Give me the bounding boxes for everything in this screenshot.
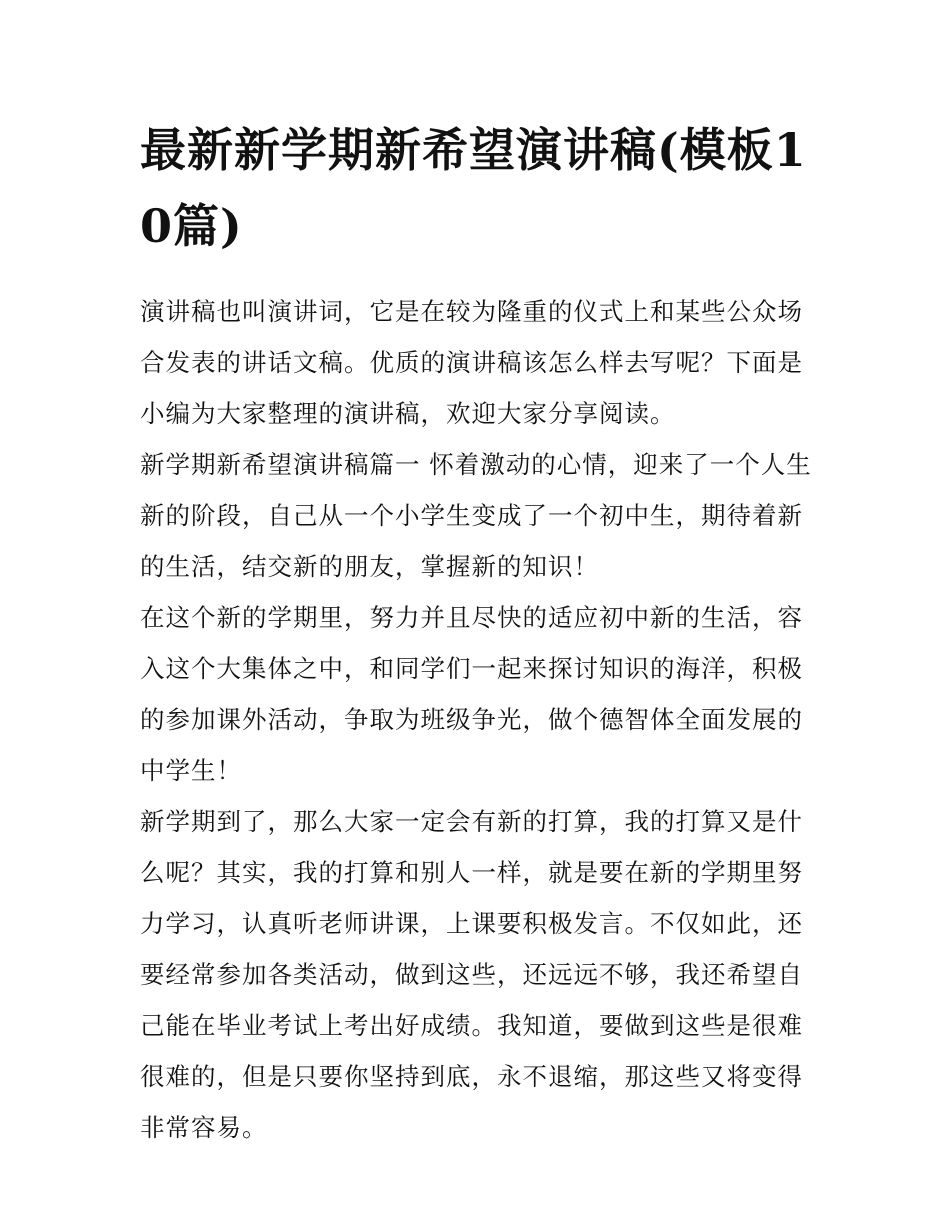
paragraph-new-term-goals: 在这个新的学期里，努力并且尽快的适应初中新的生活，容入这个大集体之中，和同学们一起来探讨知识的海洋，积极的参加课外活动，争取为班级争光，做个德智体全面发展的中学生！ bbox=[140, 603, 803, 785]
paragraph-intro: 演讲稿也叫演讲词，它是在较为隆重的仪式上和某些公众场合发表的讲话文稿。优质的演讲稿该怎么样去写呢？下面是小编为大家整理的演讲稿，欢迎大家分享阅读。 bbox=[140, 297, 803, 428]
paragraph-new-term-plans: 新学期到了，那么大家一定会有新的打算，我的打算又是什么呢？其实，我的打算和别人一样，就是要在新的学期里努力学习，认真听老师讲课，上课要积极发言。不仅如此，还要经常参加各类活动，做到这些，还远远不够，我还希望自己能在毕业考试上考出好成绩。我知道，要做到这些是很难很难的，但是只要你坚持到底，永不退缩，那这些又将变得非常容易。 bbox=[140, 807, 803, 1142]
paragraph-speech-one-opening: 新学期新希望演讲稿篇一 怀着激动的心情，迎来了一个人生新的阶段，自己从一个小学生变成了一个初中生，期待着新的生活，结交新的朋友，掌握新的知识！ bbox=[140, 450, 812, 581]
document-body bbox=[140, 112, 815, 1153]
document-title: 最新新学期新希望演讲稿(模板10篇) bbox=[140, 123, 807, 253]
